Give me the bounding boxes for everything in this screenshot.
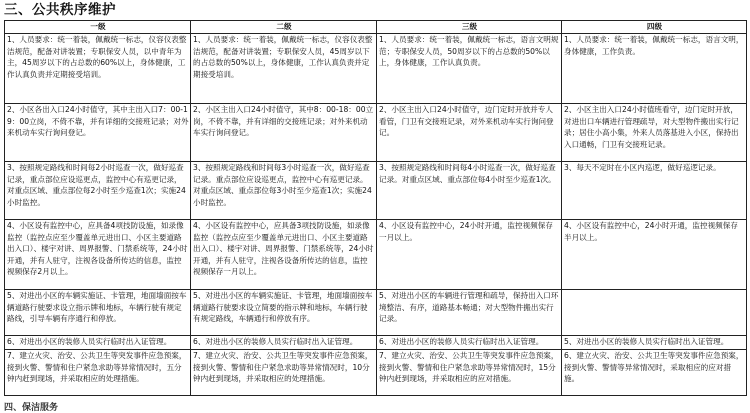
table-cell: 4、小区设有监控中心，应具备3项技防设施，如录像监控（监控点应至少覆盖单元进出口、小区主要道路出入口）、楼宇对讲、周界报警、门禁系统等，24小时开通，并有人驻守，注视各设备所传达的信息，监控视频保存一月以上。 — [191, 220, 377, 290]
table-row — [5, 220, 747, 290]
table-cell: 7、建立火灾、治安、公共卫生等突发事件应急预案，接到火警、警情和住户紧急求助等异常情况时，五分钟内赶到现场，并采取相应的处理措施。 — [5, 350, 191, 396]
header-level-3: 三级 — [377, 21, 562, 34]
table-cell — [562, 290, 747, 336]
table-cell: 7、建立火灾、治安、公共卫生等突发事件应急预案，接到火警、警情和住户紧急求助等异常情况时，10分钟内赶到现场，并采取相应的处理措施。 — [191, 350, 377, 396]
table-cell: 4、小区设有监控中心，24小时开通，监控视频保存一月以上。 — [377, 220, 562, 290]
header-level-1: 一级 — [5, 21, 191, 34]
table-cell: 7、建立火灾、治安、公共卫生等突发事件应急预案，接到火警、警情和住户紧急求助等异常情况时，15分钟内赶到现场，并采取相应的应对措施。 — [377, 350, 562, 396]
table-cell: 2、小区主出入口24小时值守，其中8：00-18：00立岗，不倚不靠，并有详细的交接班记录；对外来机动车实行询问登记。 — [191, 104, 377, 162]
table-cell: 2、小区主出入口24小时值守，边门定时开放并专人看管，门卫有交接班记录，对外来机动车实行询问登记。 — [377, 104, 562, 162]
service-level-table — [4, 20, 747, 396]
table-cell: 3、每天不定时在小区内巡逻，做好巡逻记录。 — [562, 162, 747, 220]
table-cell: 2、小区各出入口24小时值守，其中主出入口7：00-19：00立岗，不倚不靠，并有详细的交接班记录；对外来机动车实行询问登记。 — [5, 104, 191, 162]
table-cell: 3、按照规定路线和时间每2小时巡查一次，做好巡查记录，重点部位应设巡更点，监控中心有巡更记录，对重点区域、重点部位每2小时至少巡查1次；实施24小时监控。 — [5, 162, 191, 220]
table-cell: 5、对进出小区的装修人员实行临时出入证管理。 — [562, 336, 747, 350]
table-row — [5, 336, 747, 350]
next-section-title: 四、保洁服务 — [4, 403, 59, 413]
table-cell: 6、建立火灾、治安、公共卫生等突发事件应急预案，接到火警、警情等异常情况时，采取相应的应对措施。 — [562, 350, 747, 396]
table-cell: 5、对进出小区的车辆实施证、卡管理，地面墙面按车辆道路行驶要求设立简要的指示牌和地标，车辆行驶有规定路线，车辆通行和停放有序。 — [191, 290, 377, 336]
table-cell: 2、小区主出入口24小时值班看守，边门定时开放，对进出口车辆进行管理疏导，对大型物件搬出实行记录；居住小高小集，外来人员落基进入小区，保持出入口通畅，门卫有交接班记录。 — [562, 104, 747, 162]
table-cell: 1、人员要求：统一着装，佩戴统一标志，语言文明，身体健康，工作负责。 — [562, 34, 747, 104]
table-cell: 6、对进出小区的装修人员实行临时出入证管理。 — [377, 336, 562, 350]
header-level-2: 二级 — [191, 21, 377, 34]
table-row — [5, 34, 747, 104]
table-cell: 5、对进出小区的车辆进行管理和疏导，保持出入口环境整洁、有序，道路基本畅通；对大型物件搬出实行记录。 — [377, 290, 562, 336]
table-cell: 5、对进出小区的车辆实施证、卡管理，地面墙面按车辆道路行驶要求设立指示牌和地标，车辆行驶有规定路线，引导车辆有序通行和停放。 — [5, 290, 191, 336]
table-cell: 1、人员要求：统一着装，佩戴统一标志，仪容仪表整洁规范，配备对讲装置；专职保安人员，45周岁以下的占总数的50%以上，身体健康，工作认真负责并定期接受培训。 — [191, 34, 377, 104]
table-cell: 4、小区设有监控中心，24小时开通，监控视频保存半月以上。 — [562, 220, 747, 290]
section-title: 三、公共秩序维护 — [4, 2, 116, 18]
table-row — [5, 162, 747, 220]
table-cell: 4、小区设有监控中心，应具备4项技防设施，如录像监控（监控点应至少覆盖单元进出口、小区主要道路出入口）、楼宇对讲、周界报警、门禁系统等，24小时开通，并有人驻守，注视各设备所传达的信息，监控视频保存2月以上。 — [5, 220, 191, 290]
table-cell: 6、对进出小区的装修人员实行临时出入证管理。 — [191, 336, 377, 350]
table-header-row — [5, 21, 747, 34]
header-level-4: 四级 — [562, 21, 747, 34]
table-cell: 3、按照规定路线和时间每4小时巡查一次，做好巡查记录。对重点区域、重点部位每4小时至少巡查1次。 — [377, 162, 562, 220]
table-cell: 6、对进出小区的装修人员实行临时出入证管理。 — [5, 336, 191, 350]
table-row — [5, 104, 747, 162]
table-cell: 1、人员要求：统一着装，佩戴统一标志，仪容仪表整洁规范，配备对讲装置；专职保安人员，以中青年为主，45周岁以下的占总数的60%以上，身体健康，工作认真负责并定期接受培训。 — [5, 34, 191, 104]
table-cell: 3、按照规定路线和时间每3小时巡查一次，做好巡查记录。重点部位应设巡更点，监控中心有巡更记录。对重点区域、重点部位每3小时至少巡查1次；实施24小时监控。 — [191, 162, 377, 220]
table-row — [5, 350, 747, 396]
table-row — [5, 290, 747, 336]
table-cell: 1、人员要求：统一着装，佩戴统一标志，语言文明规范；专职保安人员，50周岁以下的占总数的50%以上，身体健康，工作认真负责。 — [377, 34, 562, 104]
